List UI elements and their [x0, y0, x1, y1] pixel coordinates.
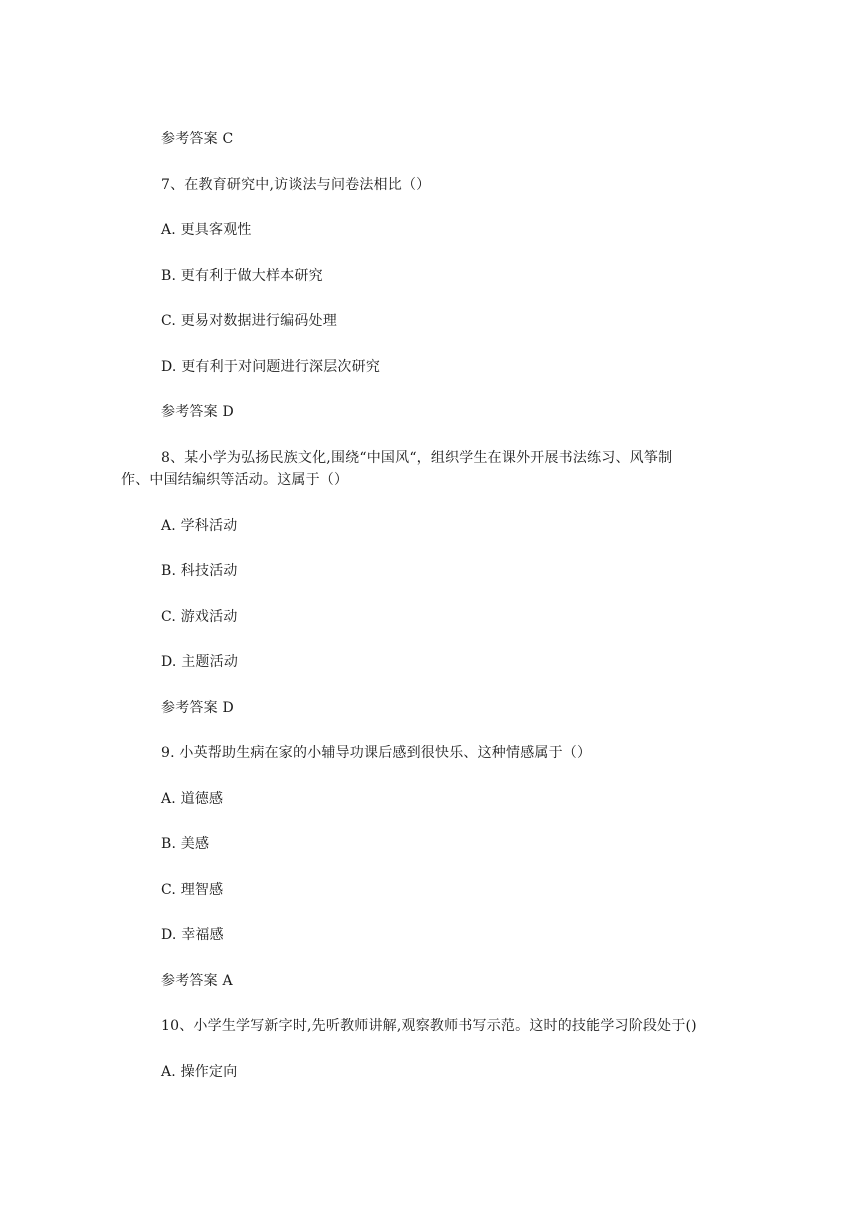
q9-option-a: A. 道德感	[161, 791, 224, 807]
answer-q9: 参考答案 A	[161, 973, 233, 989]
q9-option-b: B. 美感	[161, 836, 210, 852]
answer-q6: 参考答案 C	[161, 131, 234, 147]
question-7-stem: 7、在教育研究中,访谈法与问卷法相比（）	[161, 177, 431, 193]
q8-option-d: D. 主题活动	[161, 654, 239, 670]
question-8-stem-line1: 8、某小学为弘扬民族文化,围绕“中国风“，组织学生在课外开展书法练习、风筝制	[161, 450, 673, 466]
q7-option-d: D. 更有利于对问题进行深层次研究	[161, 359, 381, 375]
q7-option-b: B. 更有利于做大样本研究	[161, 268, 323, 284]
question-8-stem	[121, 447, 721, 491]
answer-q7: 参考答案 D	[161, 404, 234, 420]
q10-option-a: A. 操作定向	[161, 1064, 238, 1080]
q9-option-c: C. 理智感	[161, 882, 224, 898]
q8-option-b: B. 科技活动	[161, 563, 238, 579]
q7-option-a: A. 更具客观性	[161, 222, 252, 238]
question-10-stem: 10、小学生学写新字时,先听教师讲解,观察教师书写示范。这时的技能学习阶段处于()	[161, 1018, 697, 1034]
question-8-stem-line2: 作、中国结编织等活动。这属于（）	[121, 472, 349, 488]
answer-q8: 参考答案 D	[161, 700, 234, 716]
question-9-stem: 9. 小英帮助生病在家的小辅导功课后感到很快乐、这种情感属于（）	[161, 745, 592, 761]
q7-option-c: C. 更易对数据进行编码处理	[161, 313, 337, 329]
q8-option-a: A. 学科活动	[161, 518, 238, 534]
q8-option-c: C. 游戏活动	[161, 609, 238, 625]
q9-option-d: D. 幸福感	[161, 927, 224, 943]
